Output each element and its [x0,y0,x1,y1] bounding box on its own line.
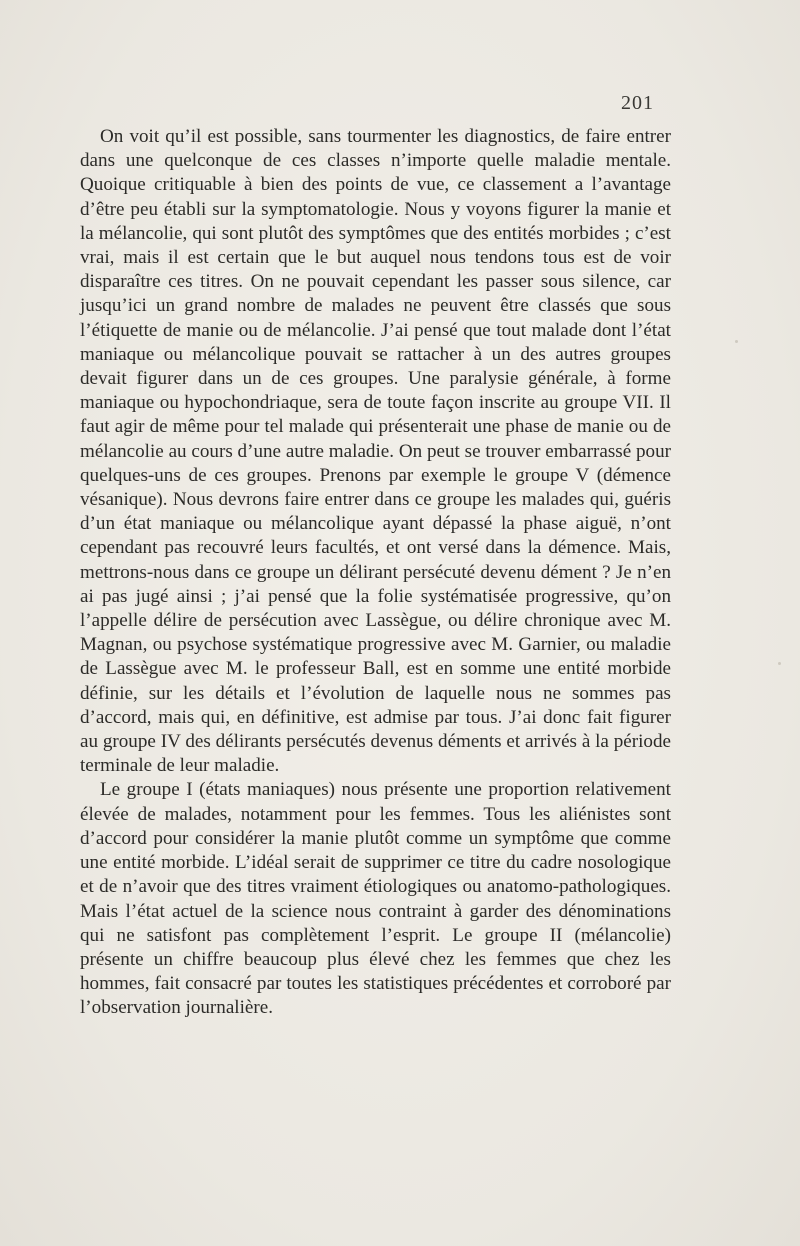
body-text [80,125,671,1021]
page-number: 201 [621,92,654,114]
paragraph-1: On voit qu’il est possible, sans tourmenter les diagnostics, de faire entrer dans une quelconque de ces classes n’importe quelle maladie mentale. Quoique critiquable à bien des points de vue, ce classement a l’avantage d’être peu établi sur la symptomatologie. Nous y voyons figurer la manie et la mélancolie, qui sont plutôt des symptômes que des entités morbides ; c’est vrai, mais il est certain que le but auquel nous tendons tous est de voir disparaître ces titres. On ne pouvait cependant les passer sous silence, car jusqu’ici un grand nombre de malades ne peuvent être classés que sous l’étiquette de manie ou de mélancolie. J’ai pensé que tout malade dont l’état maniaque ou mélancolique pouvait se rattacher à un des autres groupes devait figurer dans un de ces groupes. Une paralysie générale, à forme maniaque ou hypochondriaque, sera de toute façon inscrite au groupe VII. Il faut agir de même pour tel malade qui présenterait une phase de manie ou de mélancolie au cours d’une autre maladie. On peut se trouver embarrassé pour quelques-uns de ces groupes. Prenons par exemple le groupe V (démence vésanique). Nous devrons faire entrer dans ce groupe les malades qui, guéris d’un état maniaque ou mélancolique ayant dépassé la phase aiguë, n’ont cependant pas recouvré leurs facultés, et ont versé dans la démence. Mais, mettrons-nous dans ce groupe un délirant persécuté devenu dément ? Je n’en ai pas jugé ainsi ; j’ai pensé que la folie systématisée progressive, qu’on l’appelle délire de persécution avec Lassègue, ou délire chronique avec M. Magnan, ou psychose systématique progressive avec M. Garnier, ou maladie de Lassègue avec M. le professeur Ball, est en somme une entité morbide définie, sur les détails et l’évolution de laquelle nous ne sommes pas d’accord, mais qui, en définitive, est admise par tous. J’ai donc fait figurer au groupe IV des délirants persécutés devenus déments et arrivés à la période terminale de leur maladie. [80,126,671,777]
paper-speck [735,340,738,343]
paper-speck [778,662,781,665]
paragraph-2: Le groupe I (états maniaques) nous présente une proportion relativement élevée de malades, notamment pour les femmes. Tous les aliénistes sont d’accord pour considérer la manie plutôt comme un symptôme que comme une entité morbide. L’idéal serait de supprimer ce titre du cadre nosologique et de n’avoir que des titres vraiment étiologiques ou anatomo-pathologiques. Mais l’état actuel de la science nous contraint à garder des dénominations qui ne satisfont pas complètement l’esprit. Le groupe II (mélancolie) présente un chiffre beaucoup plus élevé chez les femmes que chez les hommes, fait consacré par toutes les statistiques précédentes et corroboré par l’observation journalière. [80,779,671,1019]
